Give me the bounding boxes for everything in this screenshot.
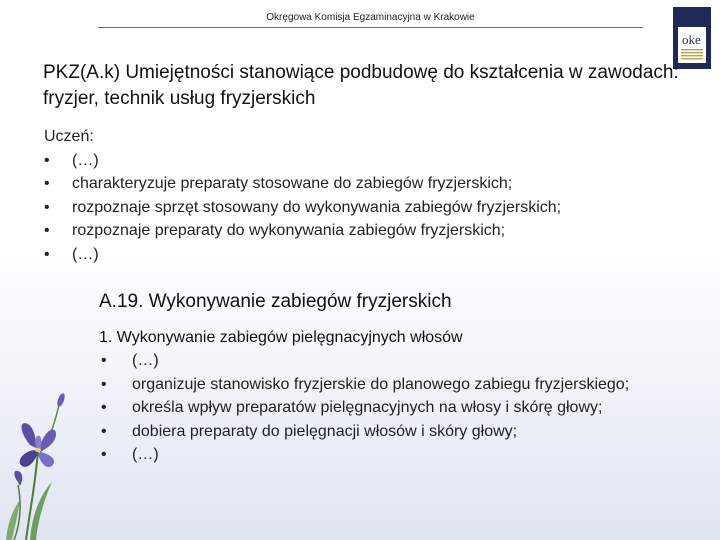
section-title: A.19. Wykonywanie zabiegów fryzjerskich: [99, 291, 452, 312]
header-text: Okręgowa Komisja Egzaminacyjna w Krakowie: [266, 12, 475, 23]
section-list: [100, 349, 699, 467]
bullet: •: [44, 222, 50, 239]
bullet: •: [44, 151, 50, 169]
bullet: •: [44, 198, 50, 216]
oke-logo-icon: [678, 27, 706, 63]
list-item: [44, 149, 664, 173]
page-title: PKZ(A.k) Umiejętności stanowiące podbudowę do kształcenia w zawodach: fryzjer, technik usług fryzjerskich: [43, 62, 679, 109]
bullet: •: [101, 375, 107, 393]
bullet: •: [101, 422, 107, 440]
list-item: [100, 420, 699, 444]
list-item-text: określa wpływ preparatów pielęgnacyjnych na włosy i skórę głowy;: [132, 399, 603, 416]
list-item-text: rozpoznaje preparaty do wykonywania zabiegów fryzjerskich;: [72, 222, 506, 239]
list-item-text: organizuje stanowisko fryzjerskie do planowego zabiegu fryzjerskiego;: [132, 375, 630, 393]
list-item-text: (…): [132, 352, 159, 369]
list-item: [100, 349, 699, 373]
bullet: •: [44, 175, 50, 192]
list-item: [44, 172, 664, 196]
list-item-text: charakteryzuje preparaty stosowane do zabiegów fryzjerskich;: [72, 175, 513, 192]
bullet: •: [44, 245, 50, 263]
section-subheading: 1. Wykonywanie zabiegów pielęgnacyjnych włosów: [99, 329, 463, 346]
list-item: [44, 243, 664, 267]
list-item: [100, 373, 699, 397]
intro-label: Uczeń:: [44, 128, 94, 145]
iris-flower-illustration: [0, 390, 95, 540]
list-item-text: rozpoznaje sprzęt stosowany do wykonywania zabiegów fryzjerskich;: [72, 198, 562, 216]
bullet: •: [101, 399, 107, 416]
list-item-text: (…): [132, 446, 159, 463]
bullet: •: [101, 352, 107, 369]
header-bar: [98, 7, 643, 28]
oke-logo-letters: oke: [682, 32, 701, 47]
list-item-text: (…): [72, 151, 99, 169]
list-item-text: (…): [72, 245, 99, 263]
list-item: [100, 396, 699, 420]
intro-block: [44, 125, 664, 266]
list-item: [44, 196, 664, 220]
section-block: [99, 289, 699, 467]
list-item: [100, 443, 699, 467]
bullet: •: [101, 446, 107, 463]
list-item: [44, 219, 664, 243]
list-item-text: dobiera preparaty do pielęgnacji włosów i skóry głowy;: [132, 422, 518, 440]
oke-logo-mark: [678, 27, 706, 63]
